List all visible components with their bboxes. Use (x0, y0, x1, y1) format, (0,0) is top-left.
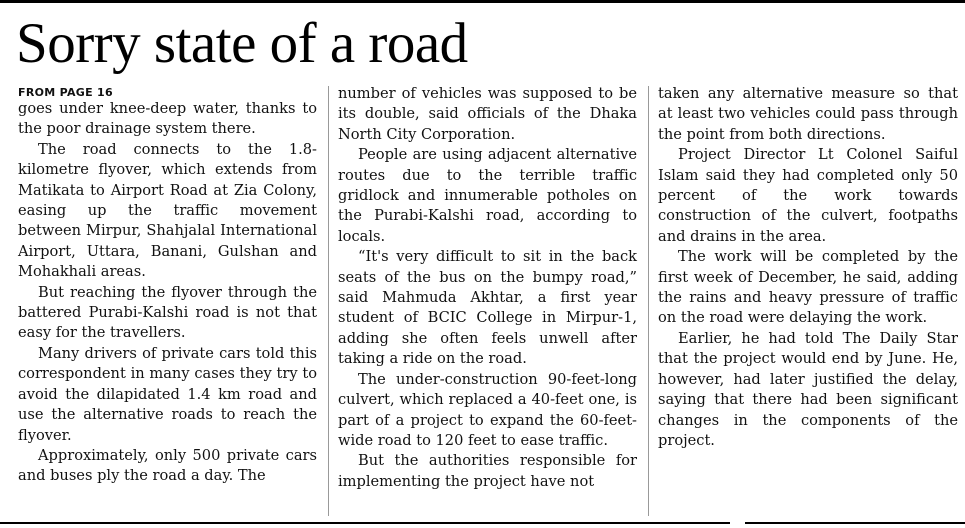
paragraph: Project Director Lt Colonel Saiful Islam said they had completed only 50 percent of the work towards construction of the culvert, footpaths and drains in the area. (658, 146, 958, 245)
column-divider (328, 86, 329, 516)
paragraph: taken any alternative measure so that at least two vehicles could pass through the point from both directions. (658, 85, 958, 143)
paragraph: The road connects to the 1.8-kilometre flyover, which extends from Matikata to Airport Road at Zia Colony, easing up the traffic movement between Mirpur, Shahjalal International Airport, Uttara, Banani, Gulshan and Mohakhali areas. (18, 140, 317, 281)
bottom-rule (745, 522, 965, 524)
article-column-2 (338, 84, 637, 492)
dateline: FROM PAGE 16 (18, 86, 113, 99)
headline: Sorry state of a road (16, 12, 468, 75)
paragraph: People are using adjacent alternative routes due to the terrible traffic gridlock and innumerable potholes on the Purabi-Kalshi road, according to locals. (338, 146, 637, 245)
article-column-1 (18, 86, 317, 487)
paragraph: But reaching the flyover through the battered Purabi-Kalshi road is not that easy for the travellers. (18, 283, 317, 342)
paragraph: “It's very difficult to sit in the back seats of the bus on the bumpy road,” said Mahmuda Akhtar, a first year student of BCIC College in Mirpur-1, adding she often feels unwell after taking a ride on the road. (338, 248, 637, 368)
paragraph: The work will be completed by the first week of December, he said, adding the rains and heavy pressure of traffic on the road were delaying the work. (658, 248, 958, 327)
paragraph: number of vehicles was supposed to be its double, said officials of the Dhaka North City Corporation. (338, 85, 637, 143)
paragraph: The under-construction 90-feet-long culvert, which replaced a 40-feet one, is part of a project to expand the 60-feet-wide road to 120 feet to ease traffic. (338, 370, 637, 449)
top-rule (0, 0, 965, 3)
bottom-rule (0, 522, 730, 524)
paragraph: goes under knee-deep water, thanks to the poor drainage system there. (18, 100, 317, 138)
paragraph: Earlier, he had told The Daily Star that the project would end by June. He, however, had later justified the delay, saying that there had been significant changes in the components of the project. (658, 329, 958, 449)
paragraph: But the authorities responsible for implementing the project have not (338, 452, 637, 490)
column-divider (648, 86, 649, 516)
article-column-3 (658, 84, 958, 451)
paragraph: Approximately, only 500 private cars and buses ply the road a day. The (18, 446, 317, 485)
paragraph: Many drivers of private cars told this correspondent in many cases they try to avoid the dilapidated 1.4 km road and use the alternative roads to reach the flyover. (18, 344, 317, 444)
